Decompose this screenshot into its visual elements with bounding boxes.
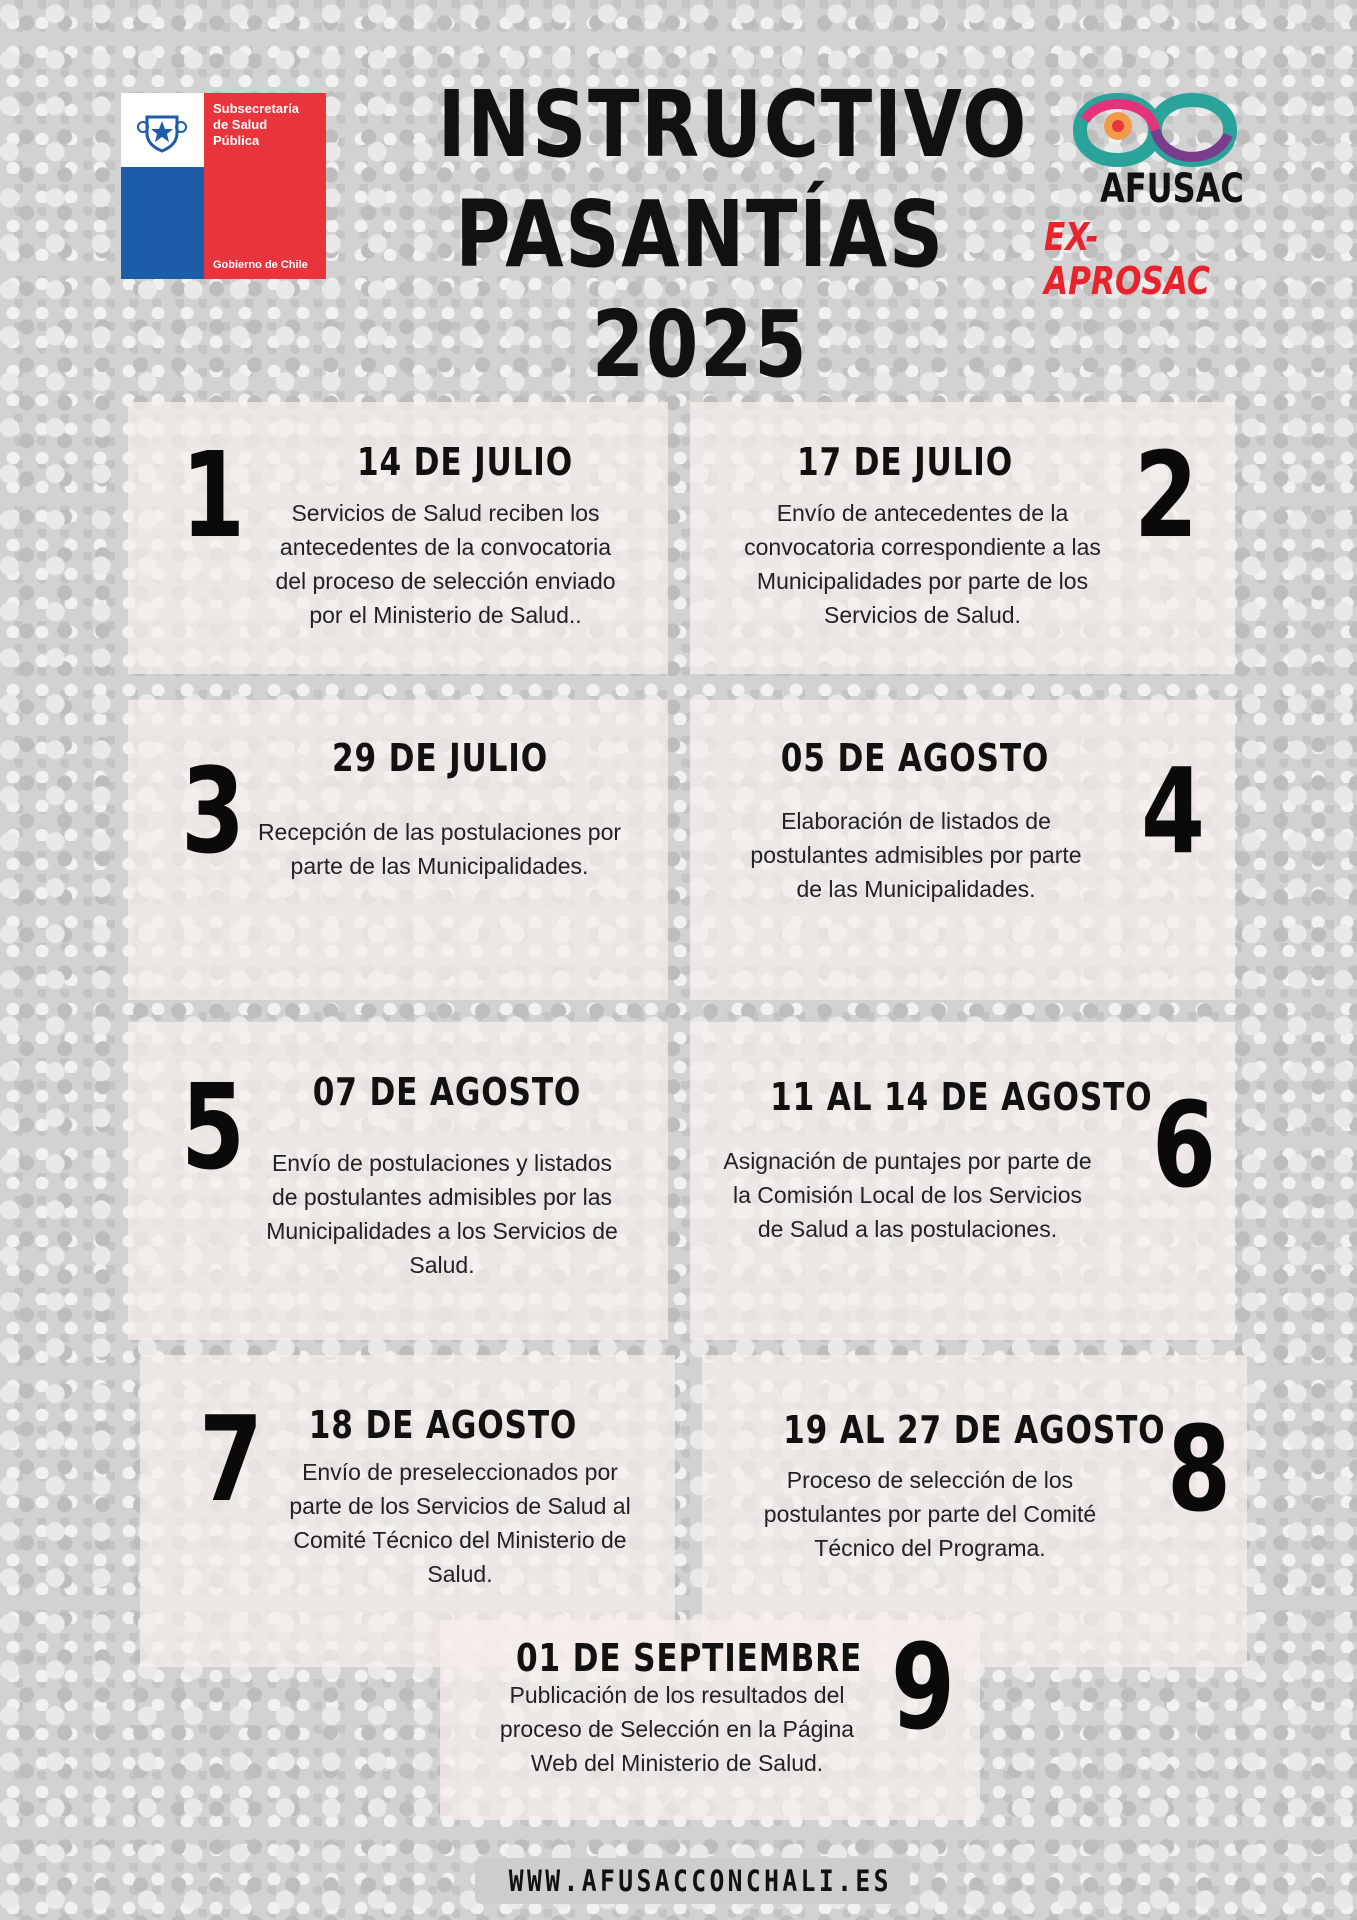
coat-of-arms-icon xyxy=(137,105,187,155)
step-description-4: Elaboración de listados de postulantes admisibles por parte de las Municipalidades. xyxy=(750,808,1082,902)
website-banner xyxy=(475,1858,910,1904)
step-number-8: 8 xyxy=(1167,1400,1232,1538)
step-date-2: 17 DE JULIO xyxy=(796,440,1014,484)
title-line-2: PASANTÍAS xyxy=(455,181,945,288)
afusac-logo xyxy=(1040,80,1270,303)
website-link[interactable]: WWW.AFUSACCONCHALI.ES xyxy=(508,1864,892,1898)
step-number-5: 5 xyxy=(181,1058,246,1196)
step-number-1: 1 xyxy=(181,426,246,564)
logo-footer: Gobierno de Chile xyxy=(213,259,308,271)
step-date-1: 14 DE JULIO xyxy=(356,440,574,484)
step-date-5: 07 DE AGOSTO xyxy=(312,1070,582,1114)
step-date-3: 29 DE JULIO xyxy=(331,736,549,780)
step-description-8: Proceso de selección de los postulantes por parte del Comité Técnico del Programa. xyxy=(763,1467,1097,1561)
page-title xyxy=(380,70,1029,400)
step-description-3: Recepción de las postulaciones por parte de las Municipalidades. xyxy=(257,819,622,879)
step-description-2: Envío de antecedentes de la convocatoria correspondiente a las Municipalidades por parte de los Servicios de Salud. xyxy=(744,500,1101,628)
step-description-5: Envío de postulaciones y listados de postulantes admisibles por las Municipalidades a los Servicios de Salud. xyxy=(266,1150,618,1278)
step-number-7: 7 xyxy=(199,1390,264,1528)
afusac-subtitle: EX-APROSAC xyxy=(1044,215,1210,303)
logo-label: Subsecretaría de Salud Pública xyxy=(213,101,299,148)
step-date-4: 05 DE AGOSTO xyxy=(780,736,1050,780)
step-number-3: 3 xyxy=(181,742,246,880)
step-number-2: 2 xyxy=(1134,426,1199,564)
step-description-1: Servicios de Salud reciben los antecedentes de la convocatoria del proceso de selección enviado por el Ministerio de Salud.. xyxy=(275,500,616,628)
logo-blue-panel xyxy=(121,93,204,279)
step-description-7: Envío de preseleccionados por parte de los Servicios de Salud al Comité Técnico del Ministerio de Salud. xyxy=(289,1459,631,1587)
step-date-6: 11 AL 14 DE AGOSTO xyxy=(770,1075,1153,1119)
subsecretaria-logo xyxy=(121,93,326,279)
step-date-8: 19 AL 27 DE AGOSTO xyxy=(783,1408,1166,1452)
title-line-3: 2025 xyxy=(591,291,809,398)
step-date-9: 01 DE SEPTIEMBRE xyxy=(516,1636,863,1680)
step-description-6: Asignación de puntajes por parte de la Comisión Local de los Servicios de Salud a las postulaciones. xyxy=(723,1148,1092,1242)
logo-red-panel xyxy=(204,93,326,279)
step-number-4: 4 xyxy=(1141,742,1206,880)
infinity-emblem-icon xyxy=(1040,80,1270,175)
step-date-7: 18 DE AGOSTO xyxy=(308,1403,578,1447)
step-number-9: 9 xyxy=(891,1618,956,1756)
afusac-name: AFUSAC xyxy=(1100,166,1244,212)
title-line-1: INSTRUCTIVO xyxy=(437,71,1029,178)
step-number-6: 6 xyxy=(1152,1076,1217,1214)
step-description-9: Publicación de los resultados del proceso de Selección en la Página Web del Ministerio de Salud. xyxy=(499,1682,855,1776)
